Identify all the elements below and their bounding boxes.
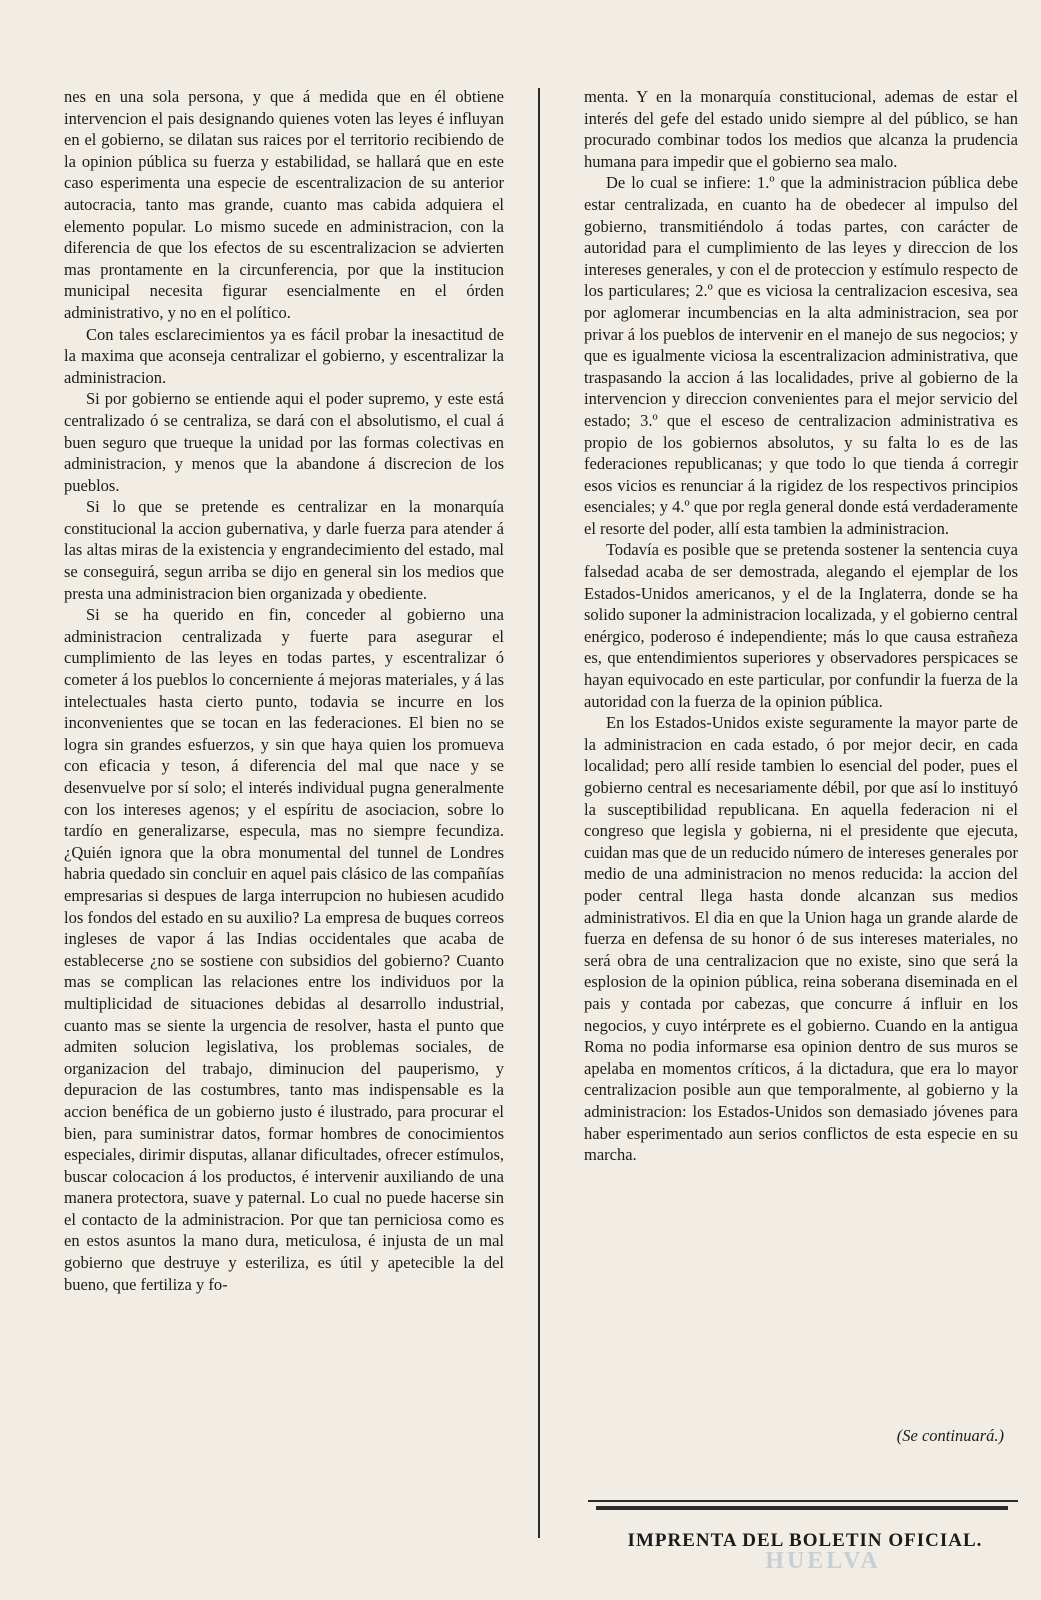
- library-stamp: HUELVA: [765, 1548, 881, 1574]
- paragraph: Si por gobierno se entiende aqui el poder supremo, y este está centralizado ó se centraliza, se dará con el absolutismo, el cual á buen seguro que trueque la unidad por las formas colectivas en administracion, y menos que la abandone á discrecion de los pueblos.: [64, 389, 504, 495]
- paragraph: Con tales esclarecimientos ya es fácil probar la inesactitud de la maxima que aconseja centralizar el gobierno, y escentralizar la administracion.: [64, 324, 504, 387]
- paragraph: Si se ha querido en fin, conceder al gobierno una administracion centralizada y fuerte para asegurar el cumplimiento de las leyes en todas partes, y escentralizar ó cometer á los pueblos lo concerniente á mejoras materiales, y á las intelectuales hasta cierto punto, todavia se incurre en los inconvenientes que se tocan en las federaciones. El bien no se logra sin grandes esfuerzos, y sin que haya quien los promueva con eficacia y teson, á diferencia del mal que nace y se desenvuelve por sí solo; el interés individual pugna generalmente con los intereses agenos; y el espíritu de asociacion, sobre lo tardío en generalizarse, especula, mas no siempre fecundiza. ¿Quién ignora que la obra monumental del tunnel de Londres habria quedado sin concluir en aquel pais clásico de las compañías empresarias si despues de larga interrupcion no hubiesen acudido los fondos del estado en su auxilio? La empresa de buques correos ingleses de vapor á las Indias occidentales que acaba de establecerse ¿no se sostiene con subsidios del gobierno? Cuanto mas se complican las relaciones entre los individuos por la multiplicidad de situaciones debidas al desarrollo industrial, cuanto mas se siente la urgencia de resolver, hasta el punto que admiten solucion legislativa, los problemas sociales, de organizacion del trabajo, diminucion del pauperismo, y depuracion de las costumbres, tanto mas indispensable es la accion benéfica de un gobierno justo é ilustrado, para procurar el bien, para suministrar datos, formar hombres de conocimientos especiales, dirimir disputas, allanar dificultades, ofrecer estímulos, buscar colocacion á los productos, é intervenir auxiliando de una manera protectora, suave y paternal. Lo cual no puede hacerse sin el contacto de la administracion. Por que tan perniciosa como es en estos asuntos la mano dura, meticulosa, é injusta de un mal gobierno que destruye y esteriliza, es útil y apetecible la del bueno, que fertiliza y fo-: [64, 605, 504, 1294]
- paragraph: Si lo que se pretende es centralizar en la monarquía constitucional la accion gubernativa, y darle fuerza para atender á las altas miras de la existencia y engrandecimiento del estado, mal se conseguirá, segun arriba se dijo en general sin los medios que presta una administracion bien organizada y obediente.: [64, 497, 504, 603]
- printer-imprint: IMPRENTA DEL BOLETIN OFICIAL.: [627, 1530, 983, 1551]
- right-text-column: [584, 86, 1018, 1166]
- paragraph: De lo cual se infiere: 1.º que la administracion pública debe estar centralizada, en cuanto ha de obedecer al impulso del gobierno, transmitiéndolo á todas partes, con carácter de autoridad para el cumplimiento de las leyes y direccion de los intereses generales, y con el de proteccion y estímulo respecto de los particulares; 2.º que es viciosa la centralizacion escesiva, sea por aglomerar incumbencias en la alta administracion, sea por privar á los pueblos de intervenir en el manejo de sus negocios; y que es igualmente viciosa la escentralizacion administrativa, que traspasando la accion á las localidades, prive al gobierno de la intervencion y direccion convenientes para el mejor servicio del estado; 3.º que el esceso de centralizacion administrativa es propio de los gobiernos absolutos, y su falta lo es de las federaciones republicanas; y que todo lo que tienda á corregir esos vicios es renunciar á la rigidez de los respectivos principios esenciales; y 4.º que por regla general donde está verdaderamente el resorte del poder, allí esta tambien la administracion.: [584, 173, 1018, 538]
- paragraph: nes en una sola persona, y que á medida que en él obtiene intervencion el pais designando quienes voten las leyes é influyan en el gobierno, se dilatan sus raices por el territorio recibiendo de la opinion pública su fuerza y estabilidad, se hallará que en este caso esperimenta una especie de escentralizacion de su anterior autocracia, tanto mas grande, cuanto mas cabida adquiera el elemento popular. Lo mismo sucede en administracion, con la diferencia de que los efectos de su escentralizacion se advierten mas prontamente en la circunferencia, por que la institucion municipal necesita figurar esencialmente en el órden administrativo, y no en el político.: [64, 87, 504, 322]
- paragraph: En los Estados-Unidos existe seguramente la mayor parte de la administracion en cada estado, ó por mejor decir, en cada localidad; pero allí reside tambien lo esencial del poder, pues el gobierno central es necesariamente débil, por que así lo instituyó la susceptibilidad republicana. En aquella federacion ni el congreso que legisla y gobierna, ni el presidente que ejecuta, cuidan mas que de un reducido número de intereses generales por medio de una administracion no menos reducida: la accion del poder central llega hasta donde alcanzan sus medios administrativos. El dia en que la Union haga un grande alarde de fuerza en defensa de su honor ó de sus intereses materiales, no será obra de una centralizacion que no existe, sino que será la esplosion de la opinion pública, reina soberana diseminada en el pais y contada por cabezas, que concurre á influir en los negocios, y cuyo intérprete es el gobierno. Cuando en la antigua Roma no podia informarse esa opinion dentro de sus muros se apelaba en momentos críticos, á la dictadura, que era lo mayor centralizacion posible aun que temporalmente, al gobierno y la administracion: los Estados-Unidos son demasiado jóvenes para haber esperimentado aun serios conflictos de esta especie en su marcha.: [584, 713, 1018, 1165]
- continuation-note: (Se continuará.): [896, 1426, 1004, 1445]
- paragraph: menta. Y en la monarquía constitucional, ademas de estar el interés del gefe del estado unido siempre al del público, se han procurado combinar todos los medios que alcanza la prudencia humana para impedir que el gobierno sea malo.: [584, 87, 1018, 171]
- footer-rule-thick: [596, 1506, 1008, 1510]
- paragraph: Todavía es posible que se pretenda sostener la sentencia cuya falsedad acaba de ser demostrada, alegando el ejemplar de los Estados-Unidos americanos, y el de la Inglaterra, donde se ha solido suponer la administracion localizada, y el gobierno central enérgico, poderoso é independiente; más lo que causa estrañeza es, que entendimientos superiores y observadores perspicaces se hayan equivocado en este particular, por confundir la fuerza de la autoridad con la fuerza de la opinion pública.: [584, 540, 1018, 711]
- left-text-column: [64, 86, 504, 1295]
- footer-rule-thin: [588, 1500, 1018, 1502]
- column-divider: [538, 88, 540, 1538]
